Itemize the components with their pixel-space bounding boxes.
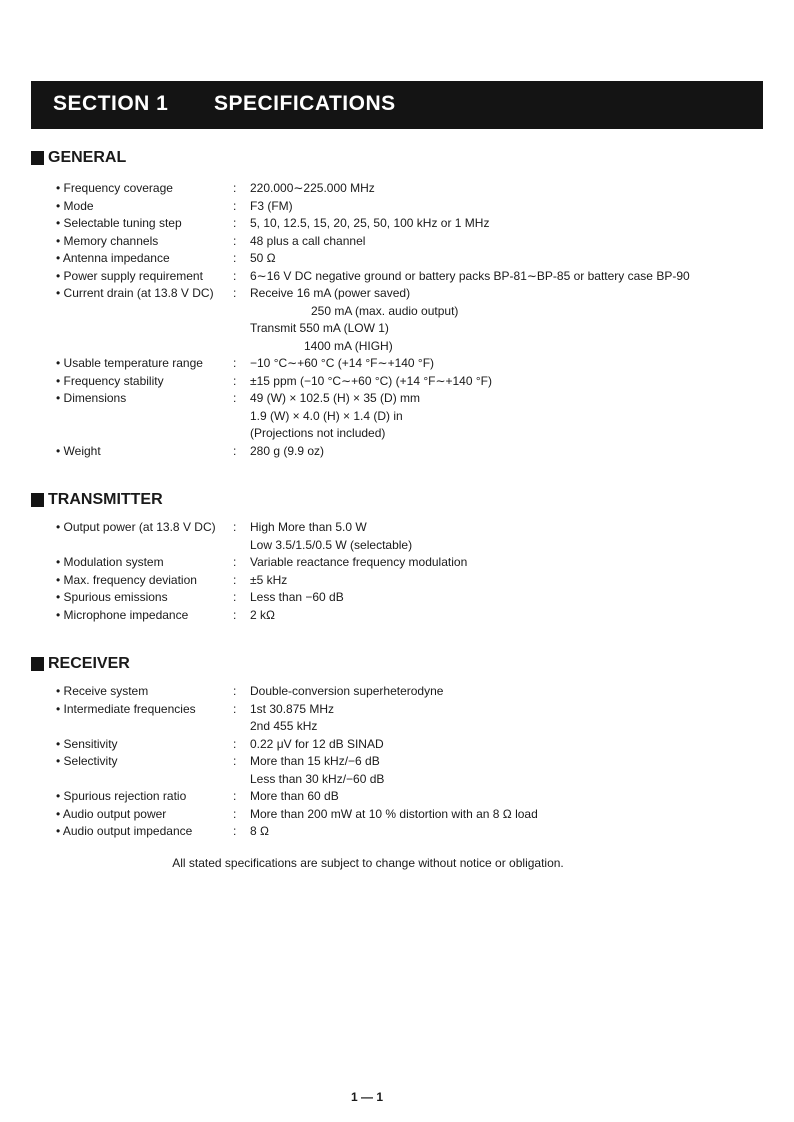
- spec-row-audio-output-power: [0, 806, 794, 824]
- section-number: SECTION 1: [53, 92, 169, 115]
- spec-value: ±15 ppm (−10 °C∼+60 °C) (+14 °F∼+140 °F): [250, 373, 492, 388]
- colon: :: [233, 373, 237, 388]
- colon: :: [233, 789, 237, 803]
- colon: :: [233, 806, 237, 821]
- spec-row-sensitivity: [0, 736, 794, 754]
- colon: :: [233, 572, 237, 587]
- spec-row-audio-output-impedance: [0, 823, 794, 841]
- spec-row-frequency-coverage: [0, 180, 794, 198]
- spec-value: ±5 kHz: [250, 572, 288, 587]
- spec-value: 5, 10, 12.5, 15, 20, 25, 50, 100 kHz or 1 MHz: [250, 216, 490, 230]
- spec-label: • Audio output power: [56, 806, 167, 821]
- transmitter-heading: [31, 491, 163, 509]
- spec-value: 49 (W) × 102.5 (H) × 35 (D) mm: [250, 391, 421, 405]
- spec-label: • Antenna impedance: [56, 251, 170, 265]
- spec-row-mode: [0, 198, 794, 216]
- spec-label: • Output power (at 13.8 V DC): [56, 520, 216, 534]
- square-bullet-icon: [31, 151, 44, 165]
- spec-label: • Selectable tuning step: [56, 216, 182, 230]
- colon: :: [233, 607, 237, 622]
- spec-label: • Microphone impedance: [56, 607, 189, 622]
- spec-row-memory-channels: [0, 233, 794, 251]
- spec-label: • Audio output impedance: [56, 824, 193, 838]
- spec-label: • Mode: [56, 198, 94, 213]
- spec-row-spurious-rejection: [0, 788, 794, 806]
- colon: :: [233, 233, 237, 248]
- spec-row-spurious-emissions: [0, 589, 794, 607]
- spec-row-frequency-deviation: [0, 572, 794, 590]
- spec-value: 50 Ω: [250, 251, 276, 265]
- spec-value: 0.22 μV for 12 dB SINAD: [250, 736, 384, 751]
- colon: :: [233, 251, 237, 265]
- selectivity-continuation: Less than 30 kHz/−60 dB: [250, 771, 385, 786]
- spec-label: • Selectivity: [56, 754, 118, 768]
- spec-value: Receive 16 mA (power saved): [250, 286, 411, 300]
- spec-row-dimensions: [0, 390, 794, 408]
- spec-label: • Power supply requirement: [56, 268, 203, 283]
- intermediate-frequencies-continuation: 2nd 455 kHz: [250, 719, 318, 733]
- spec-row-current-drain: [0, 285, 794, 303]
- general-heading: [31, 149, 126, 167]
- spec-label: • Current drain (at 13.8 V DC): [56, 286, 214, 300]
- current-drain-continuation: 250 mA (max. audio output): [311, 303, 459, 318]
- spec-row-output-power: [0, 519, 794, 537]
- page-number: 1 — 1: [351, 1090, 384, 1104]
- spec-value: 2 kΩ: [250, 607, 275, 622]
- spec-row-microphone-impedance: [0, 607, 794, 625]
- colon: :: [233, 356, 237, 370]
- colon: :: [233, 590, 237, 604]
- colon: :: [233, 824, 237, 838]
- spec-label: • Modulation system: [56, 555, 164, 569]
- spec-row-receive-system: [0, 683, 794, 701]
- colon: :: [233, 520, 237, 534]
- spec-label: • Receive system: [56, 684, 149, 698]
- colon: :: [233, 198, 237, 213]
- general-heading-text: GENERAL: [48, 149, 127, 166]
- colon: :: [233, 754, 237, 768]
- colon: :: [233, 391, 237, 405]
- colon: :: [233, 701, 237, 716]
- spec-value: −10 °C∼+60 °C (+14 °F∼+140 °F): [250, 356, 435, 370]
- spec-label: • Usable temperature range: [56, 356, 203, 370]
- spec-value: 1st 30.875 MHz: [250, 701, 335, 716]
- spec-row-temperature-range: [0, 355, 794, 373]
- spec-value: 48 plus a call channel: [250, 233, 366, 248]
- spec-value: F3 (FM): [250, 198, 293, 213]
- spec-label: • Sensitivity: [56, 736, 118, 751]
- colon: :: [233, 555, 237, 569]
- current-drain-continuation: Transmit 550 mA (LOW 1): [250, 321, 389, 335]
- transmitter-heading-text: TRANSMITTER: [48, 491, 163, 508]
- spec-value: 280 g (9.9 oz): [250, 443, 325, 458]
- spec-label: • Intermediate frequencies: [56, 701, 196, 716]
- section-banner: [31, 81, 763, 129]
- colon: :: [233, 216, 237, 230]
- colon: :: [233, 181, 237, 195]
- spec-value: More than 60 dB: [250, 789, 339, 803]
- dimensions-continuation: (Projections not included): [250, 426, 386, 440]
- spec-label: • Spurious rejection ratio: [56, 789, 187, 803]
- spec-row-weight: [0, 443, 794, 461]
- spec-value: Less than −60 dB: [250, 590, 344, 604]
- specifications-notice: All stated specifications are subject to change without notice or obligation.: [172, 856, 564, 870]
- spec-value: Double-conversion superheterodyne: [250, 684, 444, 698]
- spec-row-frequency-stability: [0, 373, 794, 391]
- square-bullet-icon: [31, 493, 44, 507]
- spec-label: • Memory channels: [56, 233, 159, 248]
- spec-row-power-supply: [0, 268, 794, 286]
- receiver-heading: [31, 655, 130, 673]
- spec-label: • Spurious emissions: [56, 590, 168, 604]
- colon: :: [233, 443, 237, 458]
- spec-value: 8 Ω: [250, 824, 269, 838]
- spec-row-modulation-system: [0, 554, 794, 572]
- spec-label: • Frequency stability: [56, 373, 164, 388]
- square-bullet-icon: [31, 657, 44, 671]
- colon: :: [233, 286, 237, 300]
- spec-row-intermediate-frequencies: [0, 701, 794, 719]
- dimensions-continuation: 1.9 (W) × 4.0 (H) × 1.4 (D) in: [250, 408, 403, 423]
- spec-row-antenna-impedance: [0, 250, 794, 268]
- spec-value: High More than 5.0 W: [250, 520, 367, 534]
- colon: :: [233, 268, 237, 283]
- output-power-continuation: Low 3.5/1.5/0.5 W (selectable): [250, 537, 413, 552]
- spec-label: • Max. frequency deviation: [56, 572, 197, 587]
- colon: :: [233, 684, 237, 698]
- section-title: SPECIFICATIONS: [214, 92, 396, 115]
- spec-value: 6∼16 V DC negative ground or battery packs BP-81∼BP-85 or battery case BP-90: [250, 268, 690, 283]
- receiver-heading-text: RECEIVER: [48, 655, 130, 672]
- spec-value: More than 200 mW at 10 % distortion with an 8 Ω load: [250, 806, 538, 821]
- spec-row-selectivity: [0, 753, 794, 771]
- spec-label: • Weight: [56, 443, 101, 458]
- spec-row-tuning-step: [0, 215, 794, 233]
- colon: :: [233, 736, 237, 751]
- spec-value: 220.000∼225.000 MHz: [250, 181, 375, 195]
- current-drain-continuation: 1400 mA (HIGH): [304, 338, 393, 353]
- spec-value: Variable reactance frequency modulation: [250, 555, 468, 569]
- spec-value: More than 15 kHz/−6 dB: [250, 754, 380, 768]
- spec-label: • Frequency coverage: [56, 181, 173, 195]
- spec-label: • Dimensions: [56, 391, 127, 405]
